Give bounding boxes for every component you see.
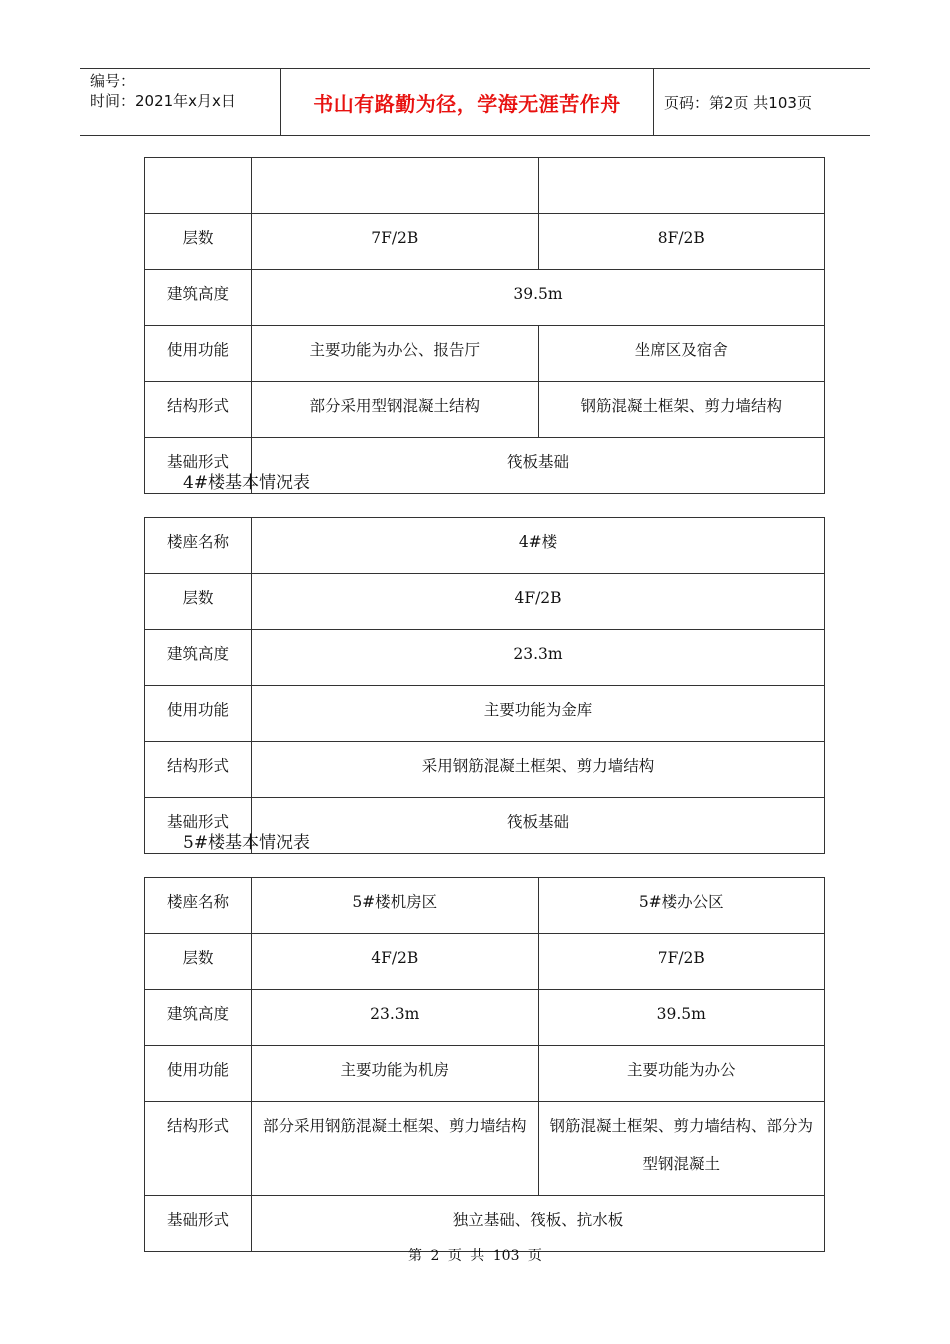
table-row <box>145 326 825 382</box>
document-number-label: 编号： <box>90 72 136 90</box>
header-page-info: 页码：第2页 共103页 <box>664 93 812 112</box>
row-label: 层数 <box>145 934 252 990</box>
cell-a: 部分采用型钢混凝土结构 <box>252 382 539 438</box>
cell-b: 钢筋混凝土框架、剪力墙结构、部分为型钢混凝土 <box>538 1102 825 1196</box>
table-row <box>145 1046 825 1102</box>
building-5-table <box>144 877 825 1252</box>
row-label: 基础形式 <box>145 438 252 494</box>
row-label: 建筑高度 <box>145 630 252 686</box>
cell-b <box>538 158 825 214</box>
cell-a: 主要功能为机房 <box>252 1046 539 1102</box>
page-header <box>80 68 870 136</box>
cell-value: 筏板基础 <box>252 798 825 854</box>
table-row <box>145 382 825 438</box>
row-label: 层数 <box>145 574 252 630</box>
cell-merged: 39.5m <box>252 270 825 326</box>
table-row <box>145 1196 825 1252</box>
row-label: 建筑高度 <box>145 270 252 326</box>
cell-a: 部分采用钢筋混凝土框架、剪力墙结构 <box>252 1102 539 1196</box>
cell-value: 23.3m <box>252 630 825 686</box>
cell-b: 主要功能为办公 <box>538 1046 825 1102</box>
cell-a: 5#楼机房区 <box>252 878 539 934</box>
row-label <box>145 158 252 214</box>
cell-b: 7F/2B <box>538 934 825 990</box>
cell-b: 5#楼办公区 <box>538 878 825 934</box>
document-date: 时间：2021年x月x日 <box>90 92 236 110</box>
cell-value: 主要功能为金库 <box>252 686 825 742</box>
row-label: 基础形式 <box>145 798 252 854</box>
cell-a: 7F/2B <box>252 214 539 270</box>
table-row <box>145 934 825 990</box>
header-motto-cell <box>281 69 654 135</box>
building-4-table <box>144 517 825 854</box>
row-label: 结构形式 <box>145 1102 252 1196</box>
cell-b: 8F/2B <box>538 214 825 270</box>
row-label: 基础形式 <box>145 1196 252 1252</box>
table-row <box>145 686 825 742</box>
table-row <box>145 630 825 686</box>
row-label: 使用功能 <box>145 326 252 382</box>
building-table-continued <box>144 157 825 494</box>
cell-a: 23.3m <box>252 990 539 1046</box>
table-row <box>145 878 825 934</box>
row-label: 楼座名称 <box>145 878 252 934</box>
row-label: 结构形式 <box>145 742 252 798</box>
cell-b: 坐席区及宿舍 <box>538 326 825 382</box>
cell-merged: 筏板基础 <box>252 438 825 494</box>
header-motto: 书山有路勤为径，学海无涯苦作舟 <box>313 91 621 116</box>
row-label: 使用功能 <box>145 1046 252 1102</box>
table-row <box>145 158 825 214</box>
cell-b: 39.5m <box>538 990 825 1046</box>
cell-value: 采用钢筋混凝土框架、剪力墙结构 <box>252 742 825 798</box>
cell-b: 钢筋混凝土框架、剪力墙结构 <box>538 382 825 438</box>
cell-merged: 独立基础、筏板、抗水板 <box>252 1196 825 1252</box>
header-meta <box>80 69 281 135</box>
table-row <box>145 990 825 1046</box>
page-footer: 第 2 页 共 103 页 <box>408 1248 542 1264</box>
table-caption-building-4: 4#楼基本情况表 <box>183 473 311 493</box>
cell-a: 主要功能为办公、报告厅 <box>252 326 539 382</box>
table-row <box>145 214 825 270</box>
cell-value: 4#楼 <box>252 518 825 574</box>
row-label: 结构形式 <box>145 382 252 438</box>
cell-a: 4F/2B <box>252 934 539 990</box>
table-row <box>145 518 825 574</box>
table-row <box>145 742 825 798</box>
table-row <box>145 270 825 326</box>
table-row <box>145 1102 825 1196</box>
cell-a <box>252 158 539 214</box>
row-label: 使用功能 <box>145 686 252 742</box>
row-label: 层数 <box>145 214 252 270</box>
row-label: 楼座名称 <box>145 518 252 574</box>
row-label: 建筑高度 <box>145 990 252 1046</box>
cell-value: 4F/2B <box>252 574 825 630</box>
table-row <box>145 574 825 630</box>
table-caption-building-5: 5#楼基本情况表 <box>183 833 311 853</box>
